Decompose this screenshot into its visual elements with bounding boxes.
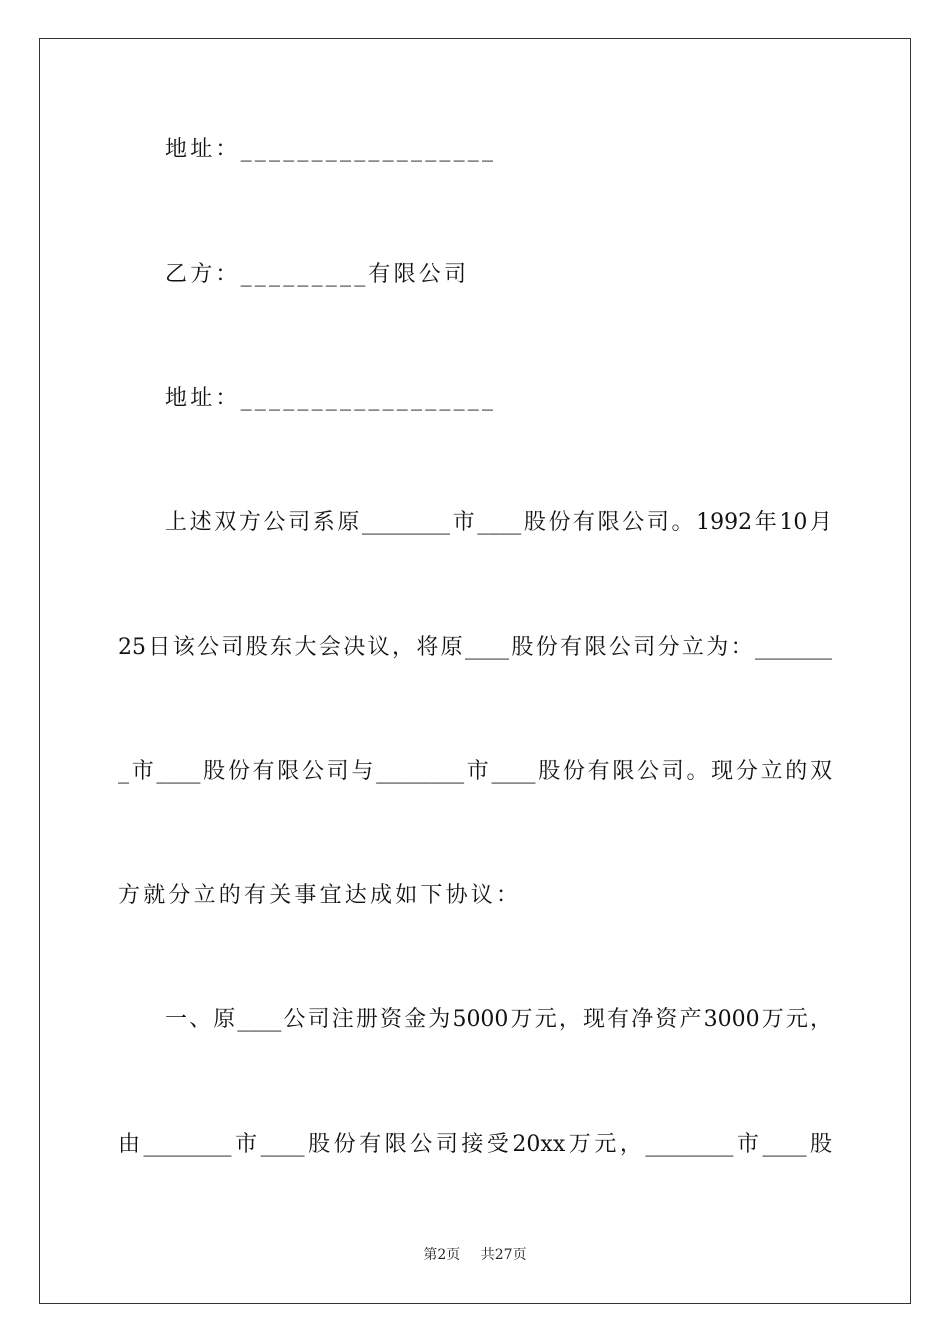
text-line-address-b: 地址：__________________ xyxy=(165,386,497,411)
page-number-total: 共27页 xyxy=(480,1247,527,1263)
text-line-clause-2: 由________市____股份有限公司接受20xx万元，________市____股 xyxy=(118,1132,832,1157)
text-line-paragraph-3: _市____股份有限公司与________市____股份有限公司。现分立的双 xyxy=(118,759,832,784)
page-border xyxy=(39,38,911,1304)
text-line-paragraph-1: 上述双方公司系原________市____股份有限公司。1992年10月 xyxy=(165,510,832,535)
text-line-paragraph-4: 方就分立的有关事宜达成如下协议： xyxy=(118,883,522,908)
text-line-party-b: 乙方：_________有限公司 xyxy=(165,262,470,287)
text-line-address-a: 地址：__________________ xyxy=(165,137,497,162)
text-line-paragraph-2: 25日该公司股东大会决议，将原____股份有限公司分立为：_______ xyxy=(118,635,832,660)
page-footer xyxy=(0,1245,950,1265)
text-line-clause-1: 一、原____公司注册资金为5000万元，现有净资产3000万元， xyxy=(165,1007,832,1032)
page-number-current: 第2页 xyxy=(423,1247,461,1263)
